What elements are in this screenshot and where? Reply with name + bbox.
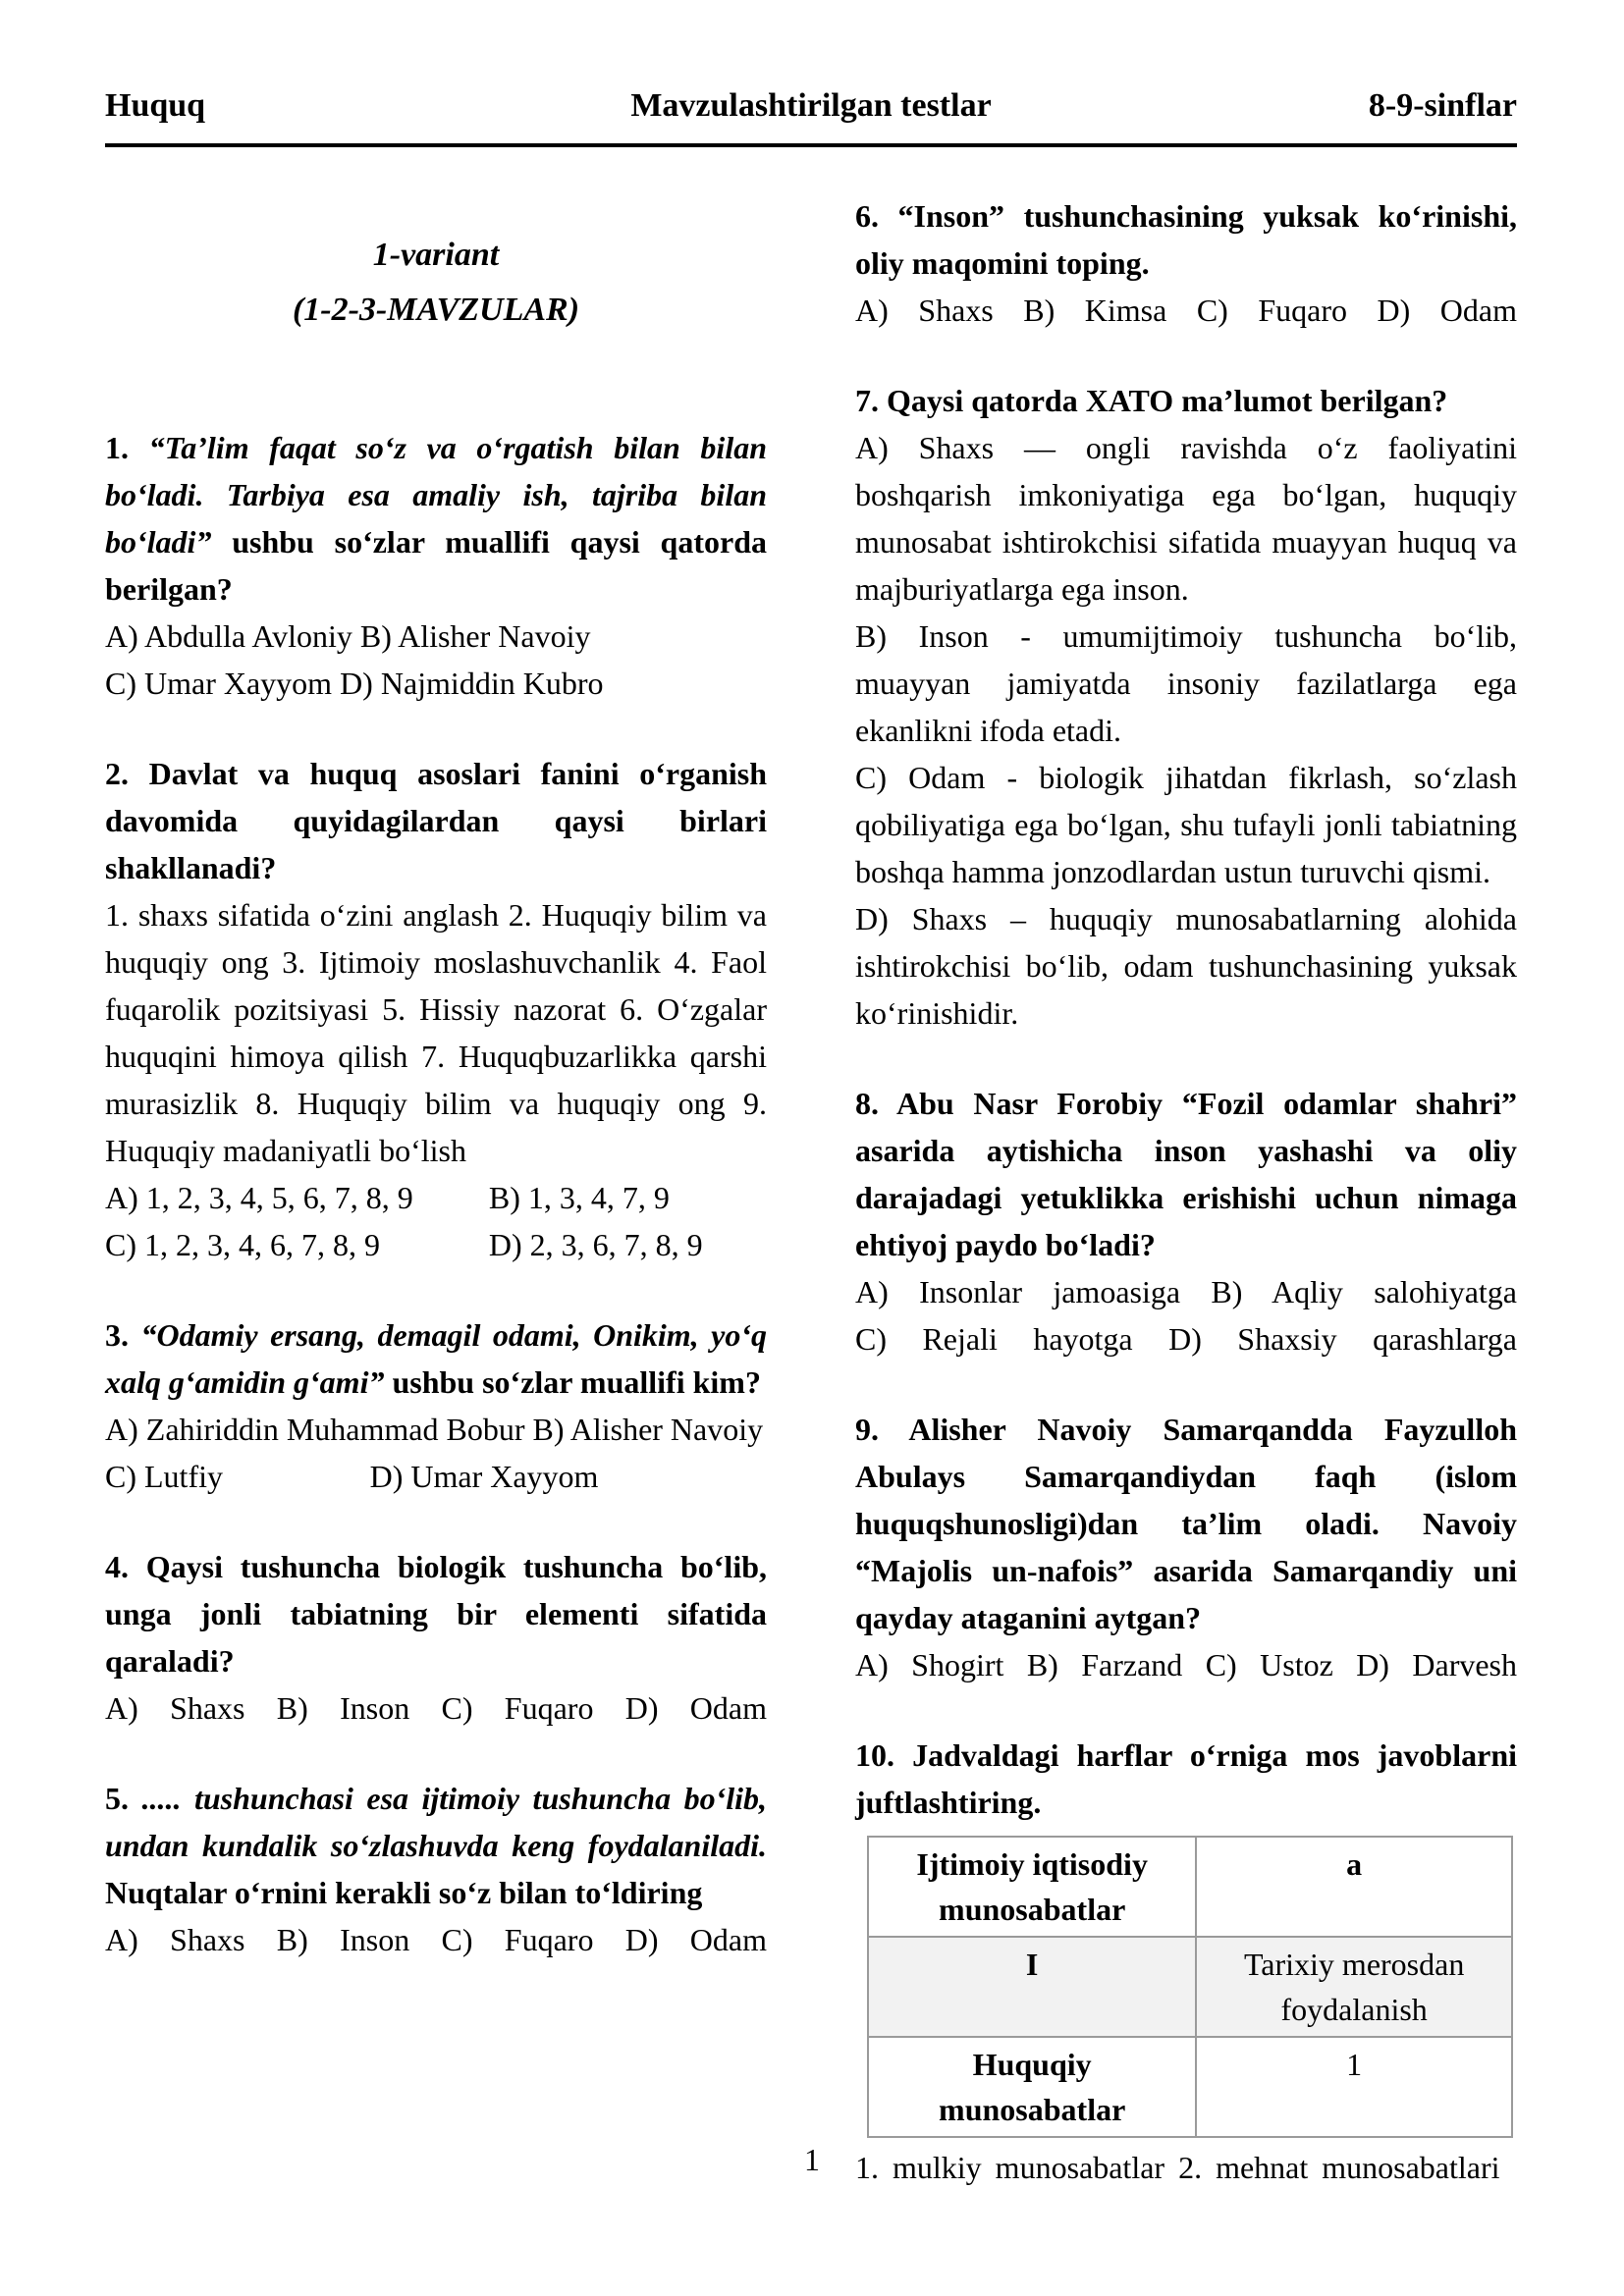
question-5-options: A) Shaxs B) Inson C) Fuqaro D) Odam — [105, 1922, 767, 1957]
table-row — [868, 1837, 1512, 1937]
right-column — [855, 192, 1517, 2191]
question-1-number: 1. — [105, 430, 129, 465]
table-cell-legal-category: Huquqiy munosabatlar — [868, 2037, 1196, 2137]
page-number: 1 — [804, 2142, 820, 2177]
question-8 — [855, 1080, 1517, 1362]
question-2-options-ab — [105, 1174, 767, 1221]
question-9 — [855, 1406, 1517, 1688]
question-2-option-b: B) 1, 3, 4, 7, 9 — [488, 1180, 670, 1215]
question-1-options-cd: C) Umar Xayyom D) Najmiddin Kubro — [105, 666, 604, 701]
question-3-tail: ushbu so‘zlar muallifi kim? — [392, 1364, 761, 1400]
question-3-number: 3. — [105, 1317, 129, 1353]
question-2-option-c: C) 1, 2, 3, 4, 6, 7, 8, 9 — [105, 1227, 380, 1262]
table-cell-left-category: Ijtimoiy iqtisodiy munosabatlar — [868, 1837, 1196, 1937]
question-2-options-cd — [105, 1221, 767, 1268]
question-2-head: 2. Davlat va huquq asoslari fanini o‘rganish davomida quyidagilardan qaysi birlari shakllanadi? — [105, 756, 767, 885]
question-3-option-d: D) Umar Xayyom — [369, 1459, 599, 1494]
question-4 — [105, 1543, 767, 1732]
question-5-tail: Nuqtalar o‘rnini kerakli so‘z bilan to‘ldiring — [105, 1875, 703, 1910]
question-1-quote: “Ta’lim faqat so‘z va o‘rgatish bilan bilan bo‘ladi. Tarbiya esa amaliy ish, tajriba bilan bo‘ladi” — [105, 430, 768, 560]
question-1 — [105, 424, 767, 707]
question-5-quote: ..... tushunchasi esa ijtimoiy tushuncha bo‘lib, undan kundalik so‘zlashuvda keng foydalaniladi. — [105, 1781, 768, 1863]
question-2 — [105, 750, 767, 1268]
question-5-text — [105, 1775, 767, 1916]
question-5 — [105, 1775, 767, 1963]
variant-title: 1-variant — [372, 237, 500, 273]
two-column-layout — [105, 192, 1517, 2191]
matching-table — [867, 1836, 1513, 2138]
question-2-body: 1. shaxs sifatida o‘zini anglash 2. Huquqiy bilim va huquqiy ong 3. Ijtimoiy moslashuvchanlik 4. Faol fuqarolik pozitsiyasi 5. Hissiy nazorat 6. O‘zgalar huquqini himoya qilish 7. Huquqbuzarlikka qarshi murasizlik 8. Huquqiy bilim va huquqiy ong 9. Huquqiy madaniyatli bo‘lish — [105, 897, 767, 1168]
table-cell-answer-text: Tarixiy merosdan foydalanish — [1196, 1937, 1512, 2037]
question-10-head: 10. Jadvaldagi harflar o‘rniga mos javoblarni juftlashtiring. — [855, 1737, 1517, 1820]
question-4-head: 4. Qaysi tushuncha biologik tushuncha bo‘lib, unga jonli tabiatning bir elementi sifatida qaraladi? — [105, 1549, 767, 1679]
question-6-head: 6. “Inson” tushunchasining yuksak ko‘rinishi, oliy maqomini toping. — [855, 198, 1517, 281]
question-1-tail: ushbu so‘zlar muallifi qaysi qatorda berilgan? — [105, 524, 767, 607]
question-8-options-cd: C) Rejali hayotga D) Shaxsiy qarashlarga — [855, 1321, 1517, 1357]
table-cell-roman-numeral: I — [868, 1937, 1196, 2037]
question-8-head: 8. Abu Nasr Forobiy “Fozil odamlar shahri” asarida aytishicha inson yashashi va oliy darajadagi yetuklikka erishishi uchun nimaga ehtiyoj paydo bo‘ladi? — [855, 1086, 1517, 1262]
question-10 — [855, 1732, 1517, 2191]
table-cell-answer-letter: a — [1196, 1837, 1512, 1937]
question-6-options: A) Shaxs B) Kimsa C) Fuqaro D) Odam — [855, 293, 1517, 328]
question-2-option-d: D) 2, 3, 6, 7, 8, 9 — [488, 1227, 703, 1262]
question-7-option-d: D) Shaxs – huquqiy munosabatlarning alohida ishtirokchisi bo‘lib, odam tushunchasining yuksak ko‘rinishidir. — [855, 901, 1517, 1031]
table-row — [868, 2037, 1512, 2137]
question-7-option-b: B) Inson - umumijtimoiy tushuncha bo‘lib, muayyan jamiyatda insoniy fazilatlarga ega ekanlikni ifoda etadi. — [855, 618, 1517, 748]
question-3-quote: “Odamiy ersang, demagil odami, Onikim, yo‘q xalq g‘amidin g‘ami” — [105, 1317, 767, 1400]
question-7-option-a: A) Shaxs — ongli ravishda o‘z faoliyatini boshqarish imkoniyatiga ega bo‘lgan, huquqiy munosabat ishtirokchisi sifatida muayyan huquq va majburiyatlarga ega inson. — [855, 430, 1517, 607]
question-10-footnote: 1. mulkiy munosabatlar 2. mehnat munosabatlari — [855, 2150, 1500, 2185]
question-9-options: A) Shogirt B) Farzand C) Ustoz D) Darvesh — [855, 1647, 1517, 1682]
table-row — [868, 1937, 1512, 2037]
question-7 — [855, 377, 1517, 1037]
question-6 — [855, 192, 1517, 334]
header-title: Mavzulashtirilgan testlar — [630, 87, 992, 124]
question-1-text — [105, 424, 767, 613]
header-grade: 8-9-sinflar — [1368, 87, 1517, 124]
question-7-head: 7. Qaysi qatorda XATO ma’lumot berilgan? — [855, 383, 1448, 418]
question-3-options-cd — [105, 1453, 767, 1500]
question-7-option-c: C) Odam - biologik jihatdan fikrlash, so‘zlash qobiliyatiga ega bo‘lgan, shu tufayli jonli tabiatning boshqa hamma jonzodlardan ustun turuvchi qismi. — [855, 760, 1517, 889]
left-column — [105, 192, 767, 2191]
question-3 — [105, 1311, 767, 1500]
question-4-options: A) Shaxs B) Inson C) Fuqaro D) Odam — [105, 1690, 767, 1726]
question-8-options-ab: A) Insonlar jamoasiga B) Aqliy salohiyatga — [855, 1274, 1517, 1309]
table-cell-answer-number: 1 — [1196, 2037, 1512, 2137]
question-5-number: 5. — [105, 1781, 129, 1816]
question-2-option-a: A) 1, 2, 3, 4, 5, 6, 7, 8, 9 — [105, 1180, 413, 1215]
header-subject: Huquq — [105, 87, 206, 124]
question-9-head: 9. Alisher Navoiy Samarqandda Fayzulloh Abulays Samarqandiydan faqh (islom huquqshunosligi)dan ta’lim oladi. Navoiy “Majolis un-nafois” asarida Samarqandiy uni qayday ataganini aytgan? — [855, 1412, 1517, 1635]
variant-subtitle: (1-2-3-MAVZULAR) — [292, 292, 580, 328]
question-1-options-ab: A) Abdulla Avloniy B) Alisher Navoiy — [105, 618, 591, 654]
question-3-option-c: C) Lutfiy — [105, 1459, 223, 1494]
page-header — [105, 82, 1517, 147]
question-3-options-ab: A) Zahiriddin Muhammad Bobur B) Alisher Navoiy — [105, 1412, 764, 1447]
question-3-text — [105, 1311, 767, 1406]
